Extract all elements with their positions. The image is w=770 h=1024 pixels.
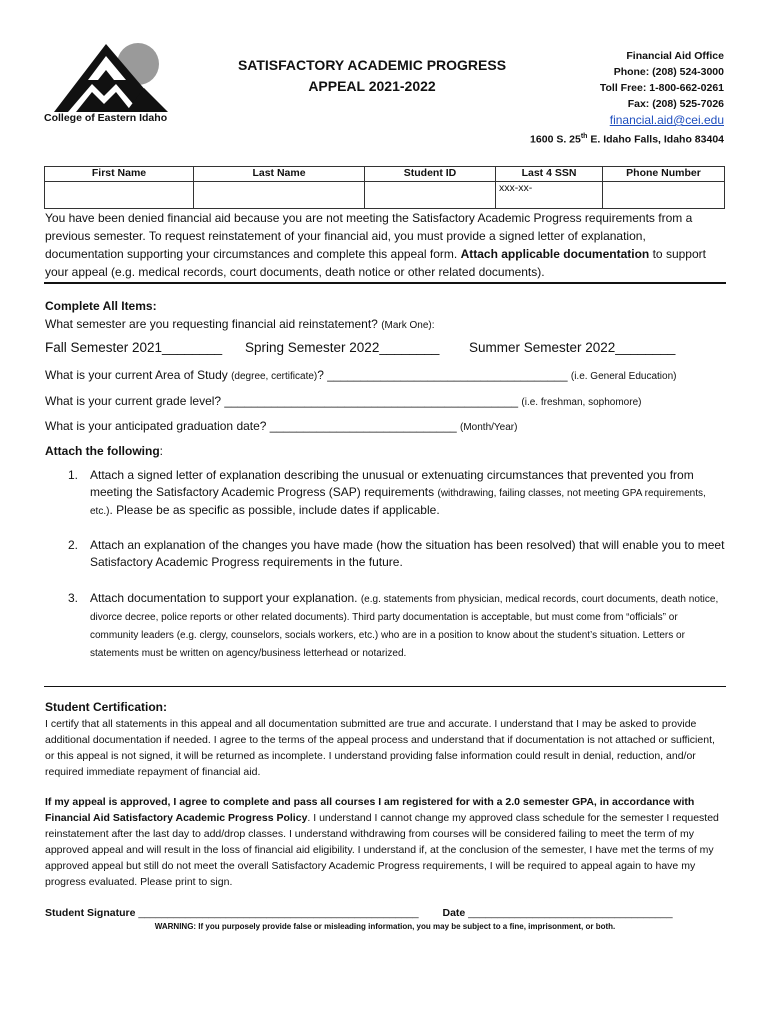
ssn-field[interactable]: xxx-xx-: [496, 182, 603, 209]
intro-text: You have been denied financial aid because you are not meeting the Satisfactory Academic Progress requirements from a previous semester. To request reinstatement of your financial aid, you must provide a signed letter of explanation, documentation supporting your circumstances and complete this appeal form.: [45, 211, 693, 261]
certification-heading: Student Certification:: [45, 700, 167, 714]
attach-colon: :: [159, 444, 163, 458]
date-line[interactable]: ___________________________________: [465, 907, 673, 919]
semester-question-note: (Mark One):: [381, 320, 435, 331]
address-superscript: th: [580, 133, 588, 140]
header-last-4-ssn: Last 4 SSN: [496, 167, 603, 182]
item-text: Attach an explanation of the changes you have made (how the situation has been resolved) that will enable you to meet Satisfactory Academic Progress requirements in the future.: [90, 538, 725, 569]
complete-heading: Complete All Items:: [45, 299, 157, 313]
header-first-name: First Name: [45, 167, 194, 182]
certification-divider: [44, 686, 726, 687]
item-number: 1.: [68, 468, 79, 482]
phone-number-field[interactable]: [603, 182, 725, 209]
section-divider: [44, 282, 726, 284]
approval-text: . I understand I cannot change my approved class schedule for the semester I requested reinstatement after the last day to add/drop classes. I understand withdrawing from courses will be considered failing to meet the term of my approved appeal and will result in the loss of financial aid eligibility. I understand if, at the conclusion of the semester, I have met the terms of my approved appeal but still do not meet the overall Satisfactory Academic Progress requirements, I will be required to appeal again to have my progress evaluated. Please print to sign.: [45, 812, 719, 888]
certification-section: [45, 698, 725, 890]
header-last-name: Last Name: [194, 167, 365, 182]
graduation-hint: (Month/Year): [460, 422, 518, 433]
graduation-question[interactable]: What is your anticipated graduation date? ____________________________: [45, 419, 461, 433]
complete-section: [45, 297, 725, 335]
certification-paragraph-2: [45, 794, 725, 890]
item-number: 2.: [68, 538, 79, 552]
last-name-field[interactable]: [194, 182, 365, 209]
address-part-1: 1600 S. 25: [530, 133, 581, 146]
semester-question: What semester are you requesting financial aid reinstatement?: [45, 317, 382, 331]
attach-item-3: [68, 590, 728, 662]
title-line1: SATISFACTORY ACADEMIC PROGRESS: [237, 57, 507, 73]
area-note: (degree, certificate): [231, 371, 318, 382]
attach-heading: Attach the following: [45, 444, 160, 458]
page-title: [222, 55, 522, 97]
item-number: 3.: [68, 591, 79, 605]
office-toll-free: Toll Free: 1-800-662-0261: [599, 82, 724, 94]
signature-row: [45, 905, 725, 921]
office-contact: [530, 48, 724, 148]
header-student-id: Student ID: [365, 167, 496, 182]
logo-text: College of Eastern Idaho: [44, 112, 168, 124]
signature-label: Student Signature: [45, 907, 136, 919]
student-info-table: [44, 166, 725, 209]
date-label: Date: [442, 907, 466, 919]
office-phone: Phone: (208) 524-3000: [613, 66, 724, 78]
approval-bold-text: If my appeal is approved, I agree to complete and pass all courses I am registered for with a 2.0 semester GPA, in accordance with Financial Aid Satisfactory Academic Progress Policy: [45, 796, 695, 824]
attach-item-1: [68, 467, 728, 520]
warning-text: WARNING: If you purposely provide false or misleading information, you may be subject to a fine, imprisonment, or both.: [154, 922, 616, 931]
item-text: Attach a signed letter of explanation describing the unusual or extenuating circumstances that prevented you from meeting the Satisfactory Academic Progress (SAP) requirements: [90, 468, 694, 499]
intro-tail: to support your appeal (e.g. medical records, court documents, death notice or other related documents).: [45, 247, 706, 279]
summer-semester-option[interactable]: Summer Semester 2022________: [469, 340, 676, 355]
fall-semester-option[interactable]: Fall Semester 2021________: [45, 340, 223, 355]
attach-heading-row: [45, 442, 725, 460]
item-note: (e.g. statements from physician, medical records, court documents, death notice, divorce decree, police reports or other related documents). Third party documentation is acceptable, but must come from “officials” or community leaders (e.g. clergy, counselors, socials workers, etc.) who are in a position to know about the student’s situation. Letters or statements must be written on agency/business letterhead or notarized.: [90, 594, 719, 659]
attach-item-2: [68, 537, 728, 571]
area-question: What is your current Area of Study: [45, 368, 232, 382]
signature-line[interactable]: ________________________________________________: [135, 907, 419, 919]
office-name: Financial Aid Office: [626, 50, 724, 62]
address-part-2: E. Idaho Falls, Idaho 83404: [587, 133, 724, 146]
title-line2: APPEAL 2021-2022: [308, 78, 436, 94]
grade-hint: (i.e. freshman, sophomore): [521, 397, 642, 408]
office-email-link[interactable]: financial.aid@cei.edu: [609, 113, 724, 127]
office-address: [530, 129, 724, 148]
item-note: (withdrawing, failing classes, not meeting GPA requirements, etc.): [90, 488, 706, 517]
grade-level-row[interactable]: [45, 392, 725, 412]
office-fax: Fax: (208) 525-7026: [627, 98, 724, 110]
student-id-field[interactable]: [365, 182, 496, 209]
area-of-study-row[interactable]: [45, 366, 725, 386]
grade-question[interactable]: What is your current grade level? ____________________________________________: [45, 394, 522, 408]
header-phone-number: Phone Number: [603, 167, 725, 182]
item-text: Attach documentation to support your explanation.: [90, 591, 361, 605]
mountain-logo-icon: [44, 40, 194, 112]
intro-paragraph: [45, 209, 725, 281]
graduation-date-row[interactable]: [45, 417, 725, 437]
spring-semester-option[interactable]: Spring Semester 2022________: [245, 340, 440, 355]
college-logo: [44, 40, 194, 130]
first-name-field[interactable]: [45, 182, 194, 209]
area-hint: (i.e. General Education): [570, 371, 677, 382]
area-line[interactable]: ? ____________________________________: [317, 368, 571, 382]
certification-paragraph-1: I certify that all statements in this appeal and all documentation submitted are true and accurate. I understand that I may be asked to provide additional documentation if needed. I agree to the terms of the appeal process and understand that if documentation is not attached or sufficient, or this appeal is not signed, it will be returned as incomplete. I understand providing false information could result in denial, reduction, and/or required immediate repayment of financial aid.: [45, 718, 715, 778]
item-tail: . Please be as specific as possible, include dates if applicable.: [109, 503, 440, 517]
intro-bold: Attach applicable documentation: [460, 247, 650, 261]
